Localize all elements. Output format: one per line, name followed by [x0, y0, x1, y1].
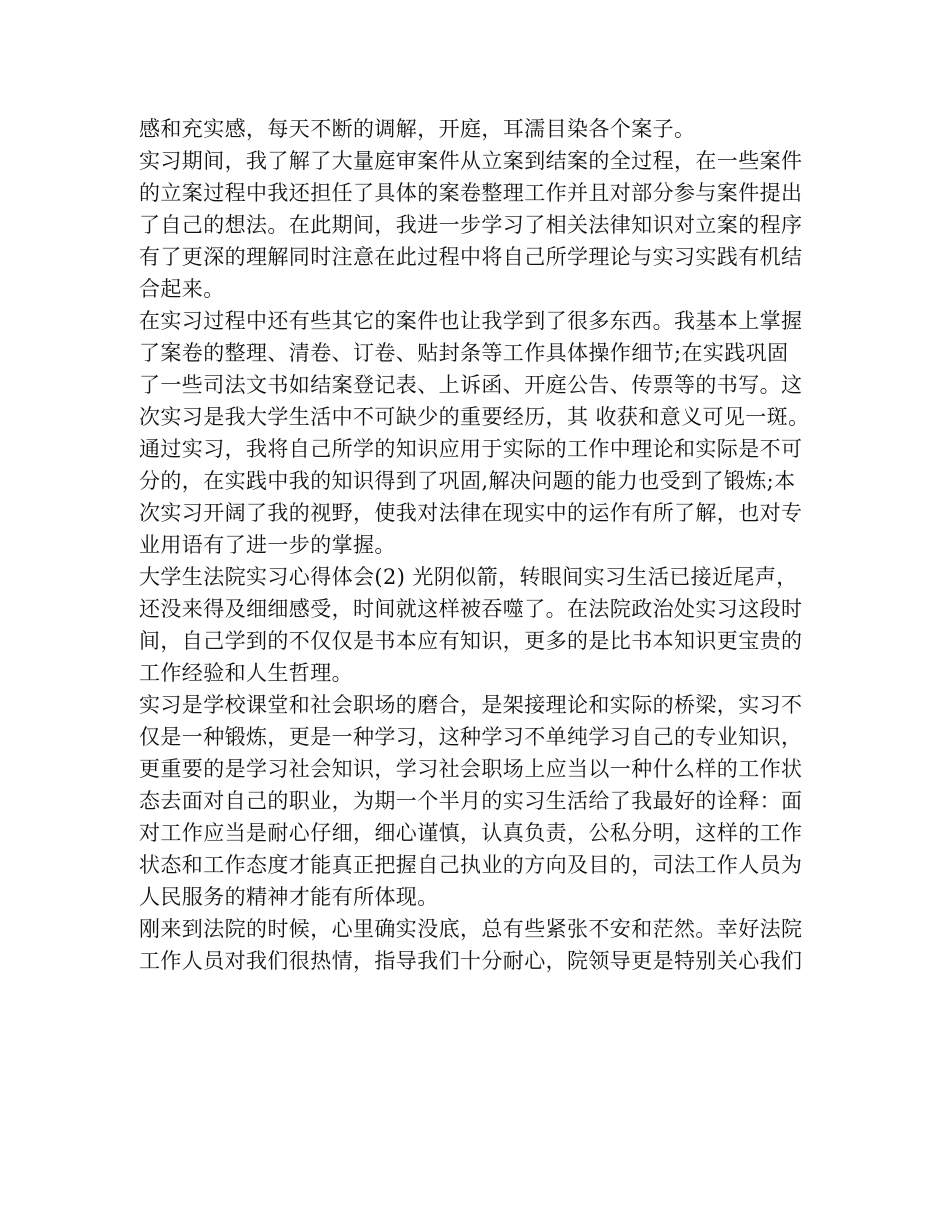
text-line: 通过实习，我将自己所学的知识应用于实际的工作中理论和实际是不可	[139, 437, 803, 461]
text-line: 合起来。	[139, 277, 225, 301]
text-line: 工作经验和人生哲理。	[139, 661, 353, 685]
text-line: 态去面对自己的职业，为期一个半月的实习生活给了我最好的诠释：面	[139, 789, 803, 813]
text-line: 人民服务的精神才能有所体现。	[139, 885, 439, 909]
text-line: 更重要的是学习社会知识，学习社会职场上应当以一种什么样的工作状	[139, 757, 803, 781]
text-line: 状态和工作态度才能真正把握自己执业的方向及目的，司法工作人员为	[139, 853, 803, 877]
text-line: 次实习是我大学生活中不可缺少的重要经历，其 收获和意义可见一斑。	[139, 405, 810, 429]
text-line: 对工作应当是耐心仔细，细心谨慎，认真负责，公私分明，这样的工作	[139, 821, 803, 845]
text-line: 还没来得及细细感受，时间就这样被吞噬了。在法院政治处实习这段时	[139, 597, 803, 621]
text-line: 了案卷的整理、清卷、订卷、贴封条等工作具体操作细节;在实践巩固	[139, 341, 789, 365]
text-line: 分的，在实践中我的知识得到了巩固,解决问题的能力也受到了锻炼;本	[139, 469, 796, 493]
body-text	[139, 113, 839, 977]
text-line: 的立案过程中我还担任了具体的案卷整理工作并且对部分参与案件提出	[139, 181, 803, 205]
text-line: 了一些司法文书如结案登记表、上诉函、开庭公告、传票等的书写。这	[139, 373, 803, 397]
text-line: 业用语有了进一步的掌握。	[139, 533, 396, 557]
text-line: 感和充实感，每天不断的调解，开庭，耳濡目染各个案子。	[139, 117, 696, 141]
text-line: 刚来到法院的时候，心里确实没底，总有些紧张不安和茫然。幸好法院	[139, 917, 803, 941]
text-line: 了自己的想法。在此期间，我进一步学习了相关法律知识对立案的程序	[139, 213, 803, 237]
text-line: 工作人员对我们很热情，指导我们十分耐心，院领导更是特别关心我们	[139, 949, 803, 973]
text-line: 实习期间，我了解了大量庭审案件从立案到结案的全过程，在一些案件	[139, 149, 803, 173]
text-line: 在实习过程中还有些其它的案件也让我学到了很多东西。我基本上掌握	[139, 309, 803, 333]
text-line: 仅是一种锻炼，更是一种学习，这种学习不单纯学习自己的专业知识，	[139, 725, 803, 749]
text-line: 次实习开阔了我的视野，使我对法律在现实中的运作有所了解，也对专	[139, 501, 803, 525]
text-line: 实习是学校课堂和社会职场的磨合，是架接理论和实际的桥梁，实习不	[139, 693, 803, 717]
text-line: 有了更深的理解同时注意在此过程中将自己所学理论与实习实践有机结	[139, 245, 803, 269]
text-line: 间，自己学到的不仅仅是书本应有知识，更多的是比书本知识更宝贵的	[139, 629, 803, 653]
text-line: 大学生法院实习心得体会(2) 光阴似箭，转眼间实习生活已接近尾声，	[139, 565, 798, 589]
